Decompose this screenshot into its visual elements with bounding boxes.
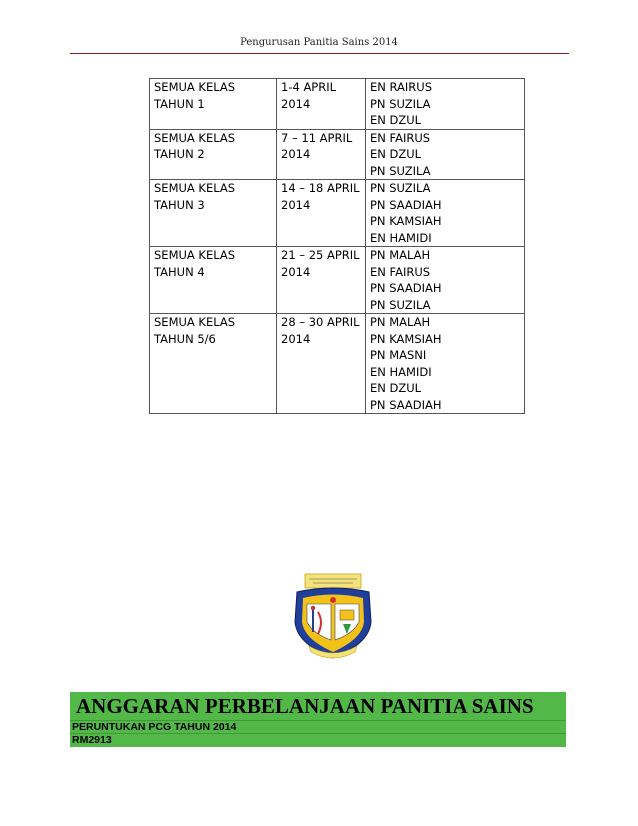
schedule-date-cell — [277, 129, 366, 180]
schedule-class-cell — [150, 314, 277, 414]
schedule-teacher-text: PN MASNI — [370, 348, 427, 362]
schedule-teacher-text: EN DZUL — [370, 147, 422, 161]
schedule-date-cell — [277, 314, 366, 414]
schedule-date-text: 7 – 11 APRIL — [281, 130, 353, 145]
schedule-class-text: SEMUA KELAS — [154, 130, 236, 145]
schedule-date-text: 21 – 25 APRIL — [281, 248, 360, 262]
schedule-teacher-text: PN SUZILA — [370, 163, 431, 178]
schedule-date-text: 2014 — [281, 147, 311, 161]
page-header-title: Pengurusan Panitia Sains 2014 — [240, 37, 398, 48]
schedule-teacher-text: EN FAIRUS — [370, 130, 431, 145]
schedule-teacher-cell — [366, 314, 525, 414]
schedule-date-text: 2014 — [281, 264, 311, 279]
schedule-class-cell — [150, 79, 277, 130]
budget-title: ANGGARAN PERBELANJAAN PANITIA SAINS — [70, 692, 566, 721]
schedule-class-text: SEMUA KELAS — [154, 248, 236, 262]
schedule-teacher-text: EN HAMIDI — [370, 364, 432, 379]
schedule-class-text: TAHUN 5/6 — [154, 331, 216, 346]
schedule-teacher-cell — [366, 129, 525, 180]
schedule-teacher-cell — [366, 79, 525, 130]
schedule-date-text: 2014 — [281, 331, 311, 346]
schedule-class-text: TAHUN 2 — [154, 147, 205, 161]
schedule-teacher-text: PN MALAH — [370, 315, 431, 329]
schedule-date-text: 1-4 APRIL — [281, 80, 337, 94]
schedule-teacher-text: PN SUZILA — [370, 181, 431, 195]
schedule-class-text: TAHUN 4 — [154, 264, 205, 279]
schedule-teacher-text: EN FAIRUS — [370, 264, 431, 279]
schedule-date-cell — [277, 247, 366, 314]
schedule-class-text: TAHUN 3 — [154, 197, 205, 212]
school-crest-icon — [291, 570, 375, 662]
schedule-class-cell — [150, 129, 277, 180]
schedule-row — [150, 180, 525, 247]
schedule-row — [150, 314, 525, 414]
schedule-teacher-cell — [366, 180, 525, 247]
header-divider — [70, 53, 569, 54]
schedule-date-text: 2014 — [281, 96, 311, 111]
schedule-row — [150, 79, 525, 130]
schedule-teacher-text: PN KAMSIAH — [370, 331, 442, 346]
schedule-teacher-text: PN SAADIAH — [370, 281, 442, 295]
schedule-teacher-text: EN RAIRUS — [370, 80, 433, 94]
schedule-date-cell — [277, 180, 366, 247]
schedule-teacher-text: EN DZUL — [370, 381, 422, 395]
schedule-date-text: 14 – 18 APRIL — [281, 181, 360, 195]
schedule-class-text: SEMUA KELAS — [154, 80, 236, 94]
schedule-teacher-text: PN SAADIAH — [370, 397, 442, 412]
schedule-teacher-text: EN DZUL — [370, 113, 422, 127]
schedule-class-text: SEMUA KELAS — [154, 315, 236, 329]
schedule-teacher-text: PN MALAH — [370, 248, 431, 262]
schedule-class-text: SEMUA KELAS — [154, 181, 236, 195]
schedule-row — [150, 129, 525, 180]
schedule-date-cell — [277, 79, 366, 130]
schedule-class-cell — [150, 247, 277, 314]
budget-amount: RM2913 — [70, 734, 566, 747]
schedule-teacher-text: PN SAADIAH — [370, 197, 442, 212]
schedule-class-text: TAHUN 1 — [154, 96, 205, 111]
schedule-teacher-text: PN SUZILA — [370, 96, 431, 111]
schedule-teacher-text: PN KAMSIAH — [370, 214, 442, 228]
schedule-table — [149, 78, 525, 414]
schedule-date-text: 2014 — [281, 197, 311, 212]
schedule-class-cell — [150, 180, 277, 247]
budget-allocation-label: PERUNTUKAN PCG TAHUN 2014 — [70, 721, 566, 734]
schedule-row — [150, 247, 525, 314]
schedule-date-text: 28 – 30 APRIL — [281, 315, 360, 329]
schedule-teacher-text: EN HAMIDI — [370, 230, 432, 245]
schedule-teacher-cell — [366, 247, 525, 314]
schedule-teacher-text: PN SUZILA — [370, 297, 431, 312]
